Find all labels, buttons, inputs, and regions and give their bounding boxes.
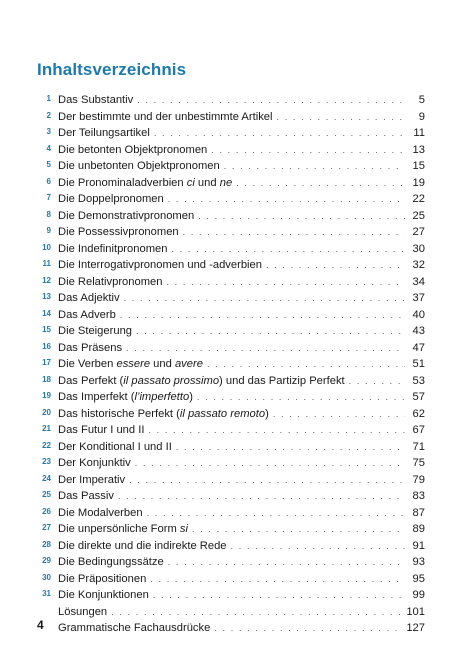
toc-entry[interactable] <box>0 175 462 192</box>
dot-leader <box>129 472 405 488</box>
toc-entry[interactable] <box>0 554 462 571</box>
italic-term: l’imperfetto <box>134 391 190 403</box>
dot-leader <box>148 422 405 438</box>
chapter-number: 22 <box>42 440 51 450</box>
chapter-number: 24 <box>42 473 51 483</box>
title-text: Die Konjunktionen <box>58 589 149 601</box>
title-text: Das Imperfekt ( <box>58 391 135 403</box>
page-reference: 71 <box>412 440 425 453</box>
toc-entry[interactable] <box>0 373 462 390</box>
chapter-title <box>58 422 144 438</box>
toc-entry[interactable] <box>0 208 462 225</box>
dot-leader <box>192 521 405 537</box>
chapter-title <box>58 257 262 273</box>
dot-leader <box>150 571 405 587</box>
page-reference: 15 <box>412 160 425 172</box>
italic-term: avere <box>174 358 203 370</box>
italic-term: il passato remoto <box>179 407 266 420</box>
chapter-title <box>58 439 172 455</box>
italic-term: ne <box>219 176 233 189</box>
chapter-title <box>58 125 150 141</box>
page-reference: 34 <box>412 275 425 288</box>
chapter-title <box>58 604 107 620</box>
page-reference: 79 <box>412 473 425 486</box>
chapter-title <box>58 488 114 504</box>
chapter-title <box>58 109 273 125</box>
dot-leader <box>236 175 405 191</box>
toc-entry[interactable] <box>0 505 462 522</box>
dot-leader <box>166 274 405 290</box>
chapter-title <box>58 538 227 554</box>
title-text: Die Verben <box>58 358 117 370</box>
title-text: Der Konditional I und II <box>58 440 172 453</box>
dot-leader <box>135 455 405 471</box>
chapter-number: 11 <box>42 259 51 268</box>
dot-leader <box>126 340 405 356</box>
chapter-number: 27 <box>42 523 51 532</box>
page-reference: 40 <box>412 308 425 321</box>
chapter-number: 23 <box>42 457 51 466</box>
toc-entry[interactable] <box>0 307 462 324</box>
toc-entry[interactable] <box>0 620 462 637</box>
title-text: Das Substantiv <box>58 94 134 106</box>
dot-leader <box>266 257 405 273</box>
chapter-title <box>58 505 143 521</box>
title-text: Die Steigerung <box>58 325 133 337</box>
chapter-title <box>58 389 193 405</box>
page-reference: 47 <box>412 341 425 354</box>
toc-entry[interactable] <box>0 422 462 439</box>
dot-leader <box>154 125 405 141</box>
chapter-title <box>58 208 194 224</box>
chapter-number: 10 <box>42 242 51 252</box>
title-text: Das Adjektiv <box>58 292 120 304</box>
page-reference: 43 <box>412 325 425 337</box>
title-text: Der Teilungsartikel <box>58 127 150 139</box>
page-reference: 51 <box>412 358 425 370</box>
title-text: Die unbetonten Objektpronomen <box>58 160 220 172</box>
title-text: ) <box>189 391 193 403</box>
page-number: 4 <box>37 618 44 632</box>
italic-term: essere <box>116 358 151 370</box>
chapter-title <box>58 455 131 471</box>
chapter-number: 2 <box>46 110 51 120</box>
page-reference: 95 <box>412 572 425 585</box>
title-text: Der bestimmte und der unbestimmte Artikel <box>58 110 273 123</box>
toc-entry[interactable] <box>0 158 462 175</box>
page-reference: 13 <box>412 143 425 156</box>
chapter-number: 28 <box>42 539 51 549</box>
toc-entry[interactable] <box>0 274 462 291</box>
dot-leader <box>136 323 405 339</box>
chapter-title <box>58 521 188 537</box>
toc-entry[interactable] <box>0 389 462 406</box>
title-text: Die Interrogativpronomen und -adverbien <box>58 259 262 271</box>
italic-term: si <box>179 523 188 535</box>
toc-entry[interactable] <box>0 455 462 472</box>
dot-leader <box>153 587 405 603</box>
dot-leader <box>214 620 402 636</box>
toc-entry[interactable] <box>0 521 462 538</box>
dot-leader <box>198 208 405 224</box>
title-text: Das Adverb <box>58 308 116 321</box>
chapter-number: 14 <box>42 308 51 318</box>
dot-leader <box>197 389 405 405</box>
dot-leader <box>168 191 405 207</box>
chapter-title <box>58 142 207 158</box>
page-reference: 75 <box>412 457 425 469</box>
title-text: Die Relativpronomen <box>58 275 163 288</box>
toc-entry[interactable] <box>0 290 462 307</box>
page-reference: 101 <box>406 605 425 618</box>
chapter-number: 5 <box>46 160 51 169</box>
title-text: Die Bedingungssätze <box>58 556 164 568</box>
page-reference: 87 <box>412 506 425 519</box>
chapter-title <box>58 241 167 257</box>
dot-leader <box>231 538 405 554</box>
chapter-title <box>58 571 146 587</box>
page-title: Inhaltsverzeichnis <box>37 60 187 79</box>
dot-leader <box>171 241 405 257</box>
dot-leader <box>183 224 405 240</box>
title-text: Lösungen <box>58 605 108 618</box>
chapter-title <box>58 290 120 306</box>
chapter-title <box>58 406 269 422</box>
title-text: Grammatische Fachausdrücke <box>58 622 211 634</box>
chapter-number: 17 <box>42 358 51 367</box>
toc-entry[interactable] <box>0 92 462 109</box>
chapter-number: 15 <box>42 325 51 334</box>
toc-entry[interactable] <box>0 323 462 340</box>
page-reference: 11 <box>413 127 425 139</box>
dot-leader <box>277 109 405 125</box>
page-reference: 67 <box>412 424 425 436</box>
toc-entry[interactable] <box>0 340 462 357</box>
dot-leader <box>120 307 405 323</box>
italic-term: il passato prossimo <box>123 374 220 387</box>
title-text: und <box>194 176 220 189</box>
italic-term: ci <box>186 176 195 189</box>
page-reference: 9 <box>418 110 425 123</box>
title-text: Die Demonstrativpronomen <box>58 209 195 222</box>
chapter-number: 26 <box>42 506 51 516</box>
title-text: Die Modalverben <box>58 506 143 519</box>
page-reference: 53 <box>412 374 425 387</box>
title-text: und <box>150 358 175 370</box>
chapter-number: 3 <box>46 127 51 136</box>
toc-entry[interactable] <box>0 439 462 456</box>
toc-entry[interactable] <box>0 356 462 373</box>
chapter-title <box>58 356 203 372</box>
toc-entry[interactable] <box>0 257 462 274</box>
title-text: Die Possessivpronomen <box>58 226 179 238</box>
title-text: Die betonten Objektpronomen <box>58 143 208 156</box>
chapter-title <box>58 158 220 174</box>
chapter-number: 30 <box>42 572 51 582</box>
dot-leader <box>273 406 405 422</box>
toc-entry[interactable] <box>0 472 462 489</box>
dot-leader <box>111 604 402 620</box>
chapter-number: 13 <box>42 292 51 301</box>
toc-entry[interactable] <box>0 538 462 555</box>
toc-entry[interactable] <box>0 604 462 621</box>
chapter-title <box>58 554 164 570</box>
page-reference: 5 <box>418 94 425 106</box>
title-text: Das Perfekt ( <box>58 374 124 387</box>
dot-leader <box>137 92 405 108</box>
chapter-title <box>58 587 149 603</box>
title-text: ) <box>265 407 269 420</box>
dot-leader <box>176 439 405 455</box>
page-reference: 93 <box>412 556 425 568</box>
chapter-title <box>58 224 179 240</box>
toc-entry[interactable] <box>0 488 462 505</box>
chapter-title <box>58 323 132 339</box>
page-reference: 83 <box>412 490 425 502</box>
toc-entry[interactable] <box>0 406 462 423</box>
page-reference: 19 <box>412 176 425 189</box>
toc-entry[interactable] <box>0 571 462 588</box>
title-text: Das Präsens <box>58 341 123 354</box>
chapter-number: 31 <box>42 589 51 598</box>
toc-entry[interactable] <box>0 125 462 142</box>
toc-entry[interactable] <box>0 109 462 126</box>
page-reference: 57 <box>412 391 425 403</box>
chapter-title <box>58 307 116 323</box>
chapter-number: 29 <box>42 556 51 565</box>
title-text: Das Passiv <box>58 490 114 502</box>
toc-entry[interactable] <box>0 142 462 159</box>
title-text: Die Präpositionen <box>58 572 147 585</box>
page-reference: 32 <box>412 259 425 271</box>
title-text: Die Indefinitpronomen <box>58 242 168 255</box>
chapter-title <box>58 274 162 290</box>
chapter-number: 21 <box>42 424 51 433</box>
page-reference: 99 <box>412 589 425 601</box>
toc-entry[interactable] <box>0 224 462 241</box>
chapter-number: 9 <box>46 226 51 235</box>
title-text: Die direkte und die indirekte Rede <box>58 539 227 552</box>
title-text: Die unpersönliche Form <box>58 523 180 535</box>
chapter-number: 19 <box>42 391 51 400</box>
dot-leader <box>124 290 405 306</box>
dot-leader <box>147 505 405 521</box>
toc-entry[interactable] <box>0 241 462 258</box>
toc-entry[interactable] <box>0 191 462 208</box>
chapter-number: 18 <box>42 374 51 384</box>
chapter-title <box>58 340 122 356</box>
chapter-title <box>58 92 133 108</box>
page-reference: 22 <box>412 193 425 205</box>
chapter-number: 25 <box>42 490 51 499</box>
page-reference: 25 <box>412 209 425 222</box>
title-text: ) und das Partizip Perfekt <box>219 374 345 387</box>
page-reference: 62 <box>412 407 425 420</box>
chapter-number: 16 <box>42 341 51 351</box>
chapter-title <box>58 620 210 636</box>
dot-leader <box>211 142 405 158</box>
chapter-number: 8 <box>46 209 51 219</box>
chapter-number: 12 <box>42 275 51 285</box>
toc-entry[interactable] <box>0 587 462 604</box>
page-reference: 127 <box>406 622 425 634</box>
dot-leader <box>118 488 405 504</box>
chapter-number: 1 <box>46 94 51 103</box>
page-reference: 37 <box>412 292 425 304</box>
chapter-number: 7 <box>46 193 51 202</box>
title-text: Der Imperativ <box>58 473 126 486</box>
page-reference: 91 <box>412 539 425 552</box>
title-text: Die Doppelpronomen <box>58 193 164 205</box>
table-of-contents <box>0 92 462 637</box>
chapter-number: 4 <box>46 143 51 153</box>
page-reference: 30 <box>412 242 425 255</box>
dot-leader <box>207 356 405 372</box>
dot-leader <box>349 373 405 389</box>
chapter-title <box>58 373 345 389</box>
dot-leader <box>224 158 405 174</box>
title-text: Der Konjunktiv <box>58 457 131 469</box>
title-text: Die Pronominaladverbien <box>58 176 187 189</box>
chapter-number: 20 <box>42 407 51 417</box>
title-text: Das historische Perfekt ( <box>58 407 180 420</box>
page-reference: 89 <box>412 523 425 535</box>
chapter-title <box>58 175 232 191</box>
chapter-number: 6 <box>46 176 51 186</box>
chapter-title <box>58 472 125 488</box>
page-reference: 27 <box>412 226 425 238</box>
title-text: Das Futur I und II <box>58 424 145 436</box>
chapter-title <box>58 191 164 207</box>
dot-leader <box>168 554 405 570</box>
